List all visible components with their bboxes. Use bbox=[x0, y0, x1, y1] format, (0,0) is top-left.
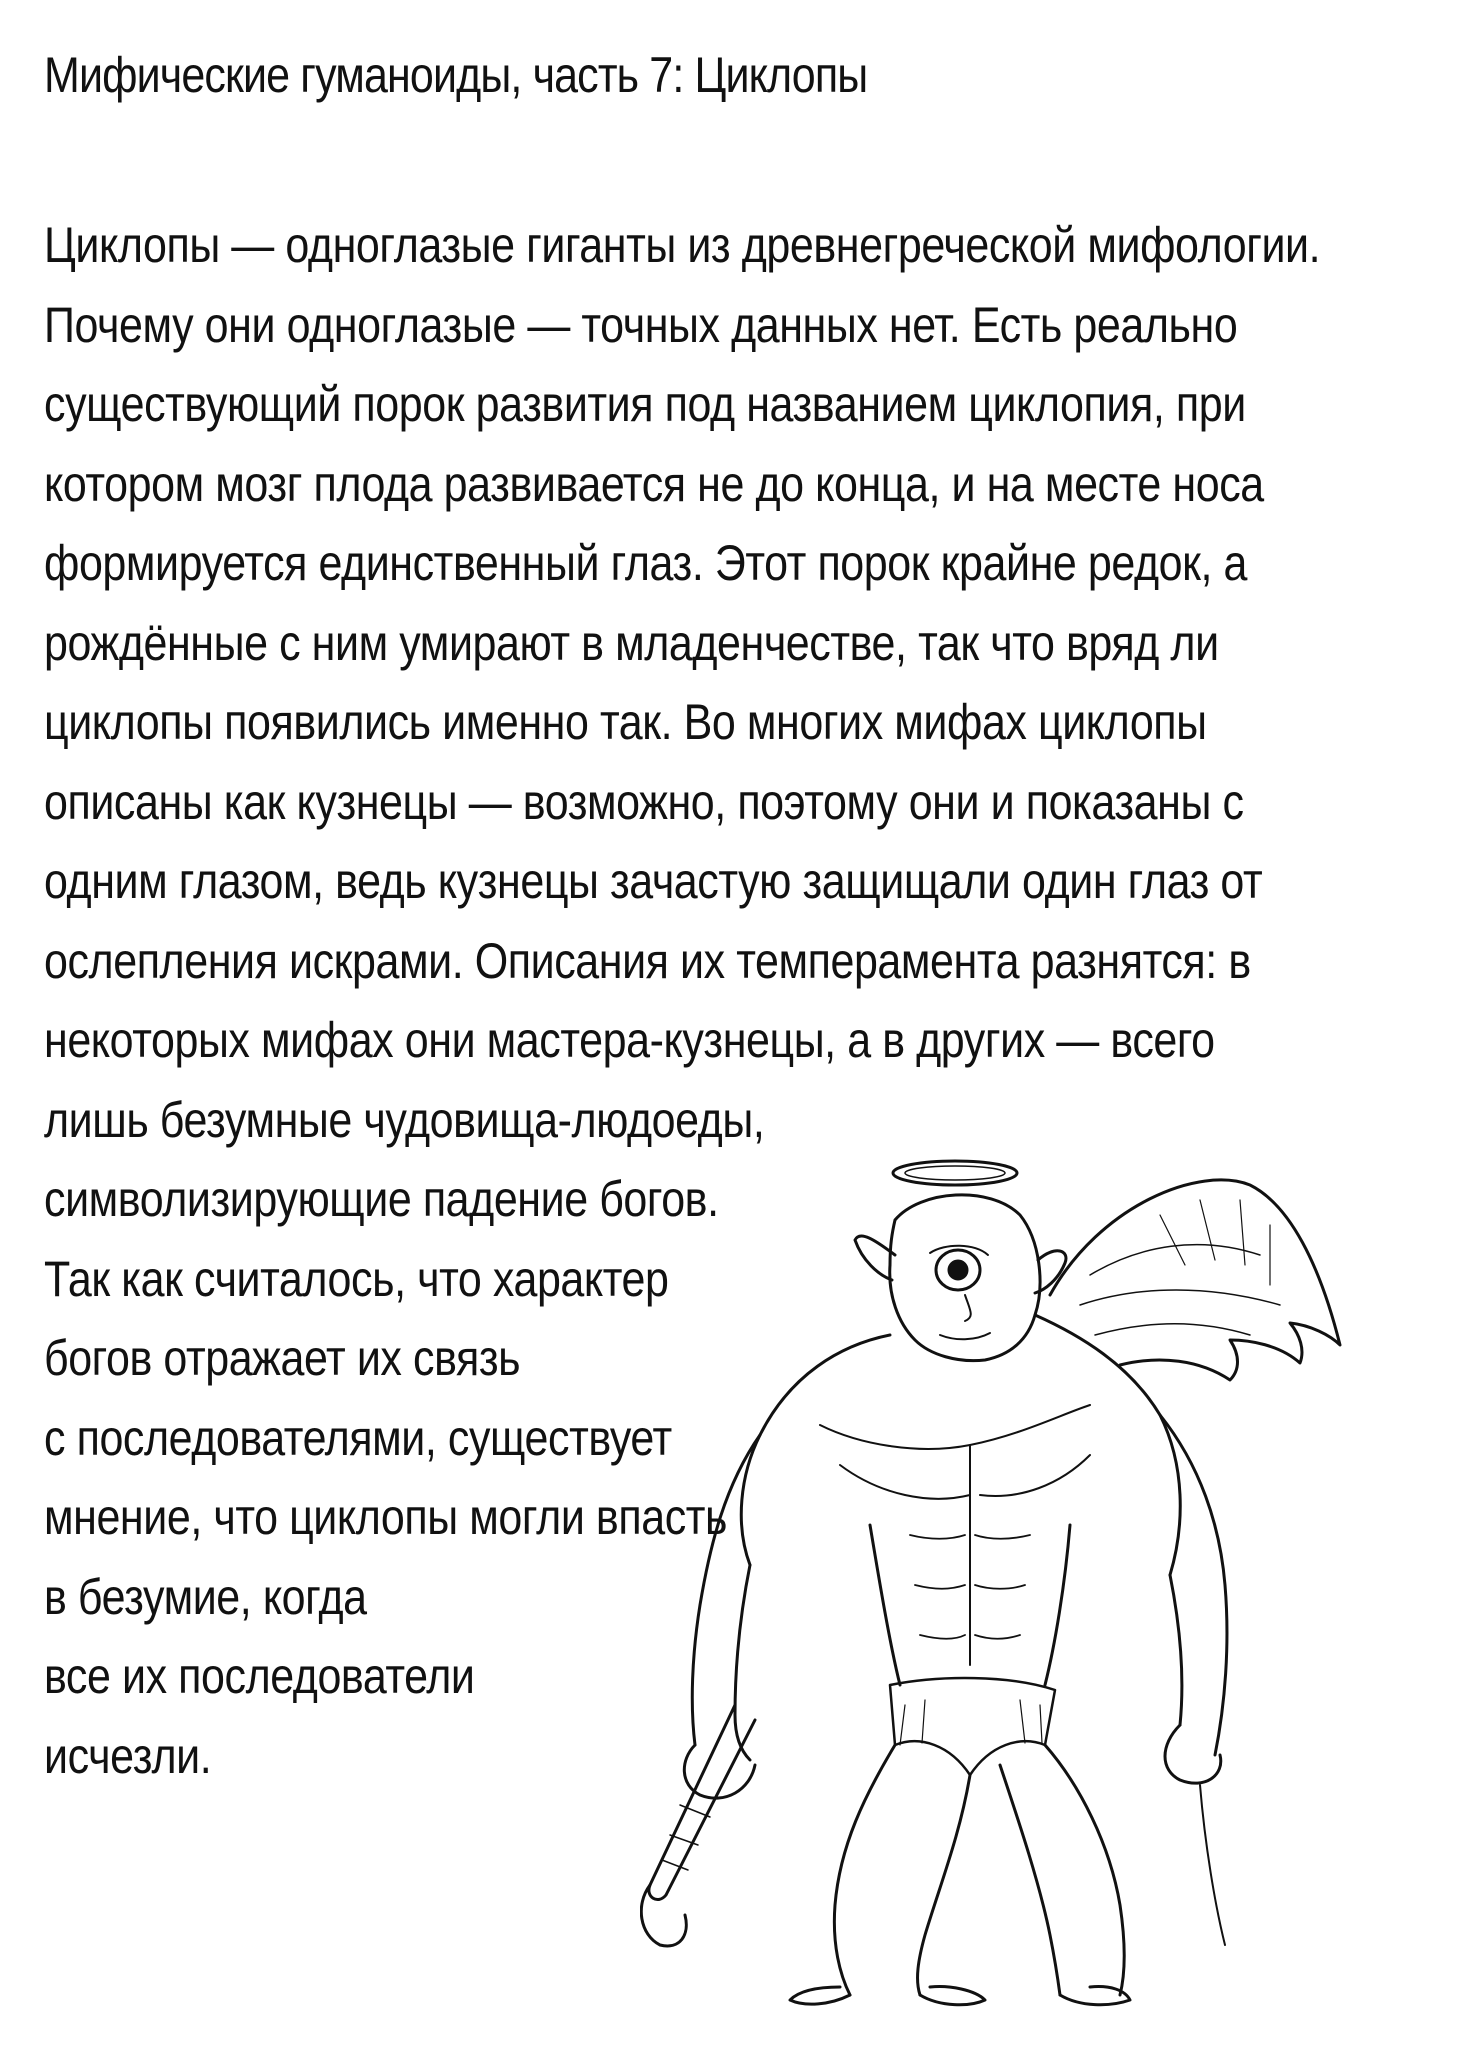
text-line: существующий порок развития под названием циклопия, при bbox=[44, 376, 1246, 432]
text-line: символизирующие падение богов. bbox=[44, 1171, 719, 1227]
page-title: Мифические гуманоиды, часть 7: Циклопы bbox=[44, 47, 868, 103]
text-line: лишь безумные чудовища-людоеды, bbox=[44, 1091, 765, 1148]
text-line: Так как считалось, что характер bbox=[44, 1250, 669, 1307]
text-line: в безумие, когда bbox=[44, 1568, 367, 1625]
loincloth bbox=[890, 1678, 1055, 1775]
text-line: с последователями, существует bbox=[44, 1409, 672, 1466]
text-line: мнение, что циклопы могли впасть bbox=[44, 1489, 728, 1545]
right-arm bbox=[1160, 1415, 1227, 1945]
text-line: формируется единственный глаз. Этот порок крайне редок, а bbox=[44, 535, 1247, 591]
text-line: описаны как кузнецы — возможно, поэтому они и показаны с bbox=[44, 773, 1244, 830]
text-line: ослепления искрами. Описания их темперамента разнятся: в bbox=[44, 932, 1251, 989]
text-line: котором мозг плода развивается не до конца, и на месте носа bbox=[44, 455, 1264, 512]
cyclops-legs bbox=[790, 1745, 1130, 2005]
text-line: рождённые с ним умирают в младенчестве, так что вряд ли bbox=[44, 614, 1219, 671]
text-line: некоторых мифах они мастера-кузнецы, а в других — всего bbox=[44, 1012, 1215, 1068]
text-line: Циклопы — одноглазые гиганты из древнегреческой мифологии. bbox=[44, 217, 1321, 273]
text-line: Почему они одноглазые — точных данных нет. Есть реально bbox=[44, 296, 1238, 353]
left-arm bbox=[684, 1435, 760, 1798]
text-line: все их последователи bbox=[44, 1648, 475, 1704]
text-line: исчезли. bbox=[44, 1727, 212, 1784]
halo-icon bbox=[893, 1161, 1017, 1185]
text-line: богов отражает их связь bbox=[44, 1330, 521, 1386]
cyclops-torso bbox=[741, 1315, 1180, 1685]
cyclops-angel-illustration bbox=[640, 1145, 1400, 2015]
text-line: циклопы появились именно так. Во многих мифах циклопы bbox=[44, 694, 1207, 750]
wing-icon bbox=[1050, 1180, 1340, 1380]
text-line: одним глазом, ведь кузнецы зачастую защищали один глаз от bbox=[44, 853, 1263, 909]
